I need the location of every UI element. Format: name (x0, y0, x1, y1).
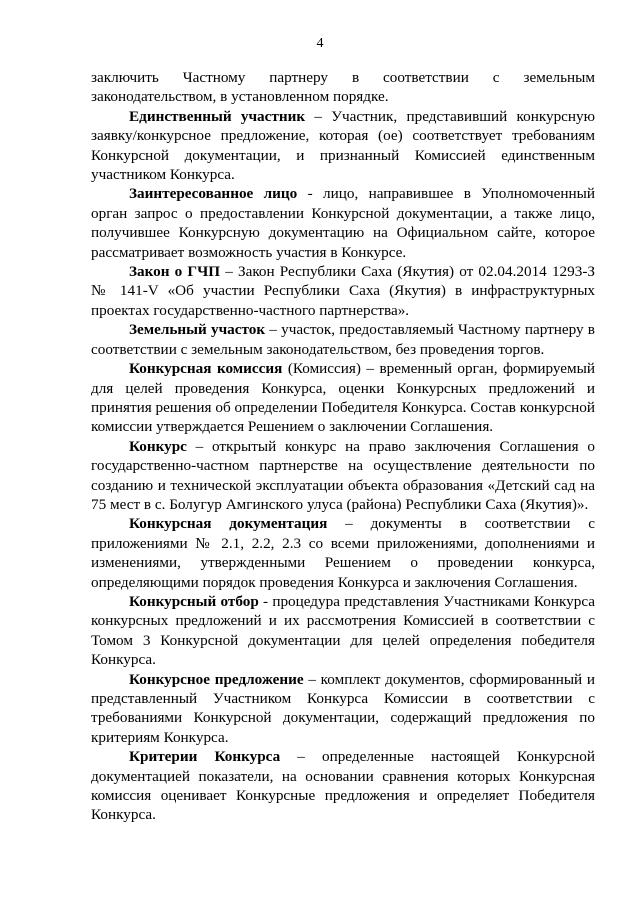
definition-term: Конкурсная документация (129, 515, 328, 533)
definition-term: Земельный участок (129, 321, 266, 339)
document-body (91, 68, 595, 825)
definition-text: – участок, предоставляемый Частному партнеру в соответствии с земельным законодательством, без проведения торгов. (91, 321, 595, 358)
definition-text: – Участник, представивший конкурсную заявку/конкурсное предложение, которая (ое) соответствует требованиям Конкурсной документации, и признанный Комиссией единственным участником Конкурса. (91, 107, 595, 184)
paragraph-continuation (91, 68, 595, 107)
definition-term: Конкурс (129, 437, 187, 455)
definition-text: (Комиссия) – временный орган, формируемый для целей проведения Конкурса, оценки Конкурсных предложений и принятия решения об определении Победителя Конкурса. Состав конкурсной комиссии утверждается Решением о заключении Соглашения. (91, 360, 595, 436)
definition-term: Единственный участник (129, 107, 306, 125)
definition-paragraph (91, 514, 595, 592)
definition-paragraph (91, 359, 595, 437)
definition-paragraph (91, 592, 595, 670)
definition-text: – документы в соответствии с приложениями № 2.1, 2.2, 2.3 со всеми приложениями, дополнениями и изменениями, утвержденными Решением о проведении конкурса, определяющими порядок проведения Конкурса и заключения Соглашения. (91, 515, 595, 591)
definition-term: Конкурсная комиссия (129, 360, 283, 378)
page-number: 4 (316, 36, 324, 51)
paragraph-text: заключить Частному партнеру в соответствии с земельным законодательством, в установленном порядке. (91, 69, 595, 106)
definition-text: - лицо, направившее в Уполномоченный орган запрос о предоставлении Конкурсной документации, а также лицо, получившее Конкурсную документацию на Официальном сайте, которое рассматривает возможность участия в Конкурсе. (91, 185, 595, 261)
definition-term: Конкурсное предложение (129, 670, 304, 688)
definition-paragraph (91, 262, 595, 320)
definition-paragraph (91, 747, 595, 825)
definition-term: Закон о ГЧП (129, 263, 221, 281)
definition-term: Заинтересованное лицо (129, 185, 298, 203)
definition-text: – открытый конкурс на право заключения Соглашения о государственно-частном партнерстве на осуществление деятельности по созданию и технической эксплуатации объекта образования «Детский сад на 75 мест в с. Болугур Амгинского улуса (района) Республики Саха (Якутия)». (91, 437, 595, 513)
definition-text: - процедура представления Участниками Конкурса конкурсных предложений и их рассмотрения Комиссией в соответствии с Томом 3 Конкурсной документации для целей определения победителя Конкурса. (91, 592, 595, 669)
definition-paragraph (91, 107, 595, 185)
definition-paragraph (91, 670, 595, 748)
definition-text: – комплект документов, сформированный и представленный Участником Конкурса Комиссии в соответствии с требованиями Конкурсной документации, содержащий предложения по критериям Конкурса. (91, 670, 595, 746)
definition-paragraph (91, 320, 595, 359)
definition-text: – Закон Республики Саха (Якутия) от 02.04.2014 1293-З № 141-V «Об участии Республики Саха (Якутия) в инфраструктурных проектах государственно-частного партнерства». (91, 263, 595, 319)
definition-paragraph (91, 184, 595, 262)
definition-term: Конкурсный отбор (129, 592, 259, 610)
definition-paragraph (91, 437, 595, 515)
definition-text: – определенные настоящей Конкурсной документацией показатели, на основании сравнения которых Конкурсная комиссия оценивает Конкурсные предложения и определяет Победителя Конкурса. (91, 748, 595, 824)
definition-term: Критерии Конкурса (129, 748, 281, 766)
